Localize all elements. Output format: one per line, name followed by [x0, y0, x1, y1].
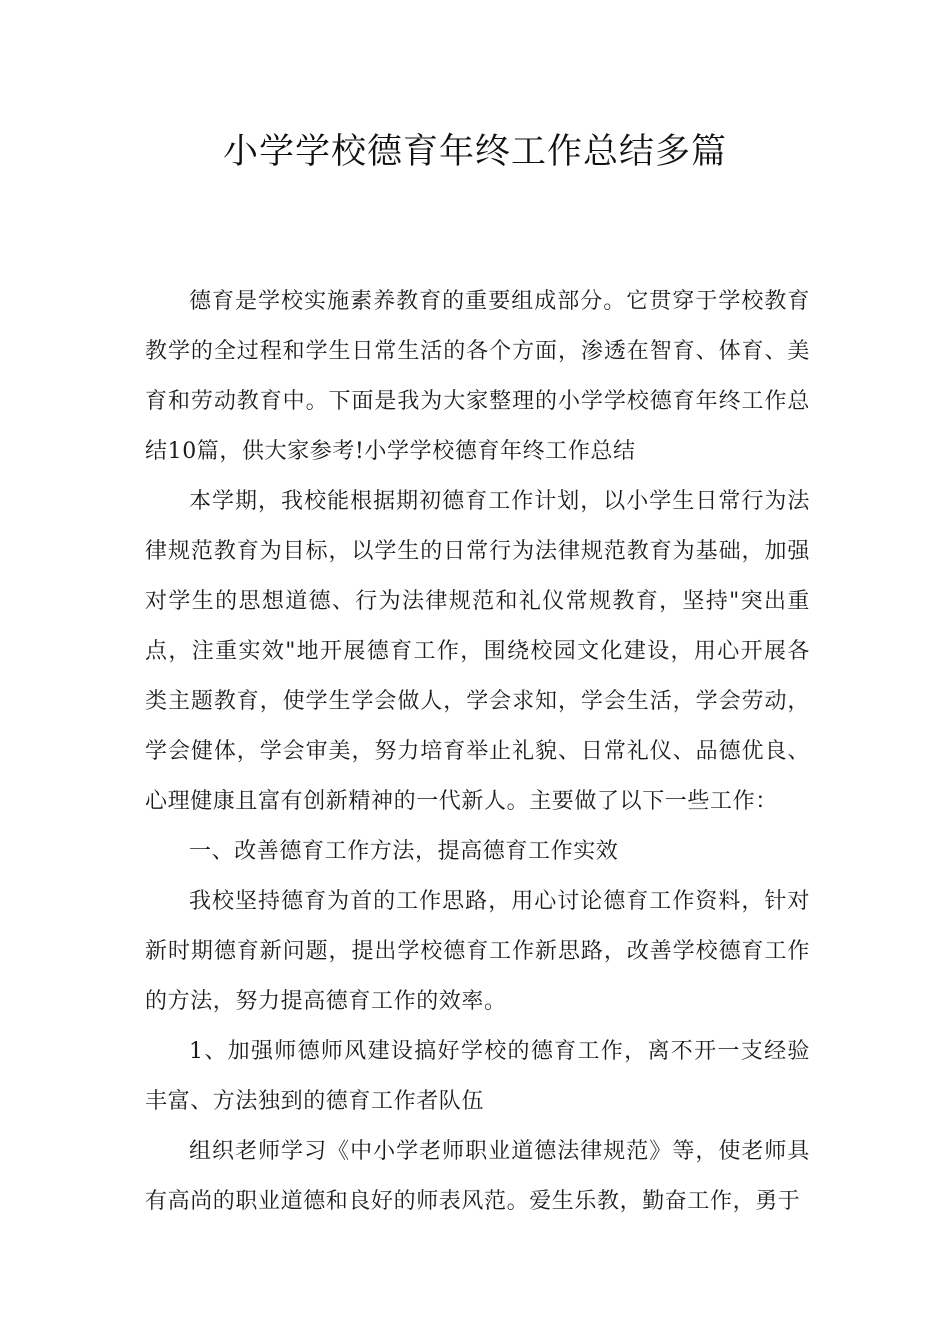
document-title: 小学学校德育年终工作总结多篇	[222, 132, 727, 172]
paragraph-intro: 德育是学校实施素养教育的重要组成部分。它贯穿于学校教育教学的全过程和学生日常生活的各个方面，渗透在智育、体育、美育和劳动教育中。下面是我为大家整理的小学学校德育年终工作总结10篇，供大家参考!小学学校德育年终工作总结	[145, 289, 810, 464]
paragraph-teacher-ethics: 组织老师学习《中小学老师职业道德法律规范》等，使老师具有高尚的职业道德和良好的师表风范。爱生乐教，勤奋工作，勇于	[145, 1139, 810, 1214]
section-heading-1: 一、改善德育工作方法，提高德育工作实效	[189, 839, 619, 864]
paragraph-semester-overview: 本学期，我校能根据期初德育工作计划，以小学生日常行为法律规范教育为目标，以学生的日常行为法律规范教育为基础，加强对学生的思想道德、行为法律规范和礼仪常规教育，坚持"突出重点，注重实效"地开展德育工作，围绕校园文化建设，用心开展各类主题教育，使学生学会做人，学会求知，学会生活，学会劳动，学会健体，学会审美，努力培育举止礼貌、日常礼仪、品德优良、心理健康且富有创新精神的一代新人。主要做了以下一些工作：	[145, 489, 810, 814]
document-body	[145, 277, 810, 1227]
subsection-heading-1: 1、加强师德师风建设搞好学校的德育工作，离不开一支经验丰富、方法独到的德育工作者队伍	[145, 1039, 810, 1114]
paragraph-methods: 我校坚持德育为首的工作思路，用心讨论德育工作资料，针对新时期德育新问题，提出学校德育工作新思路，改善学校德育工作的方法，努力提高德育工作的效率。	[145, 889, 810, 1014]
